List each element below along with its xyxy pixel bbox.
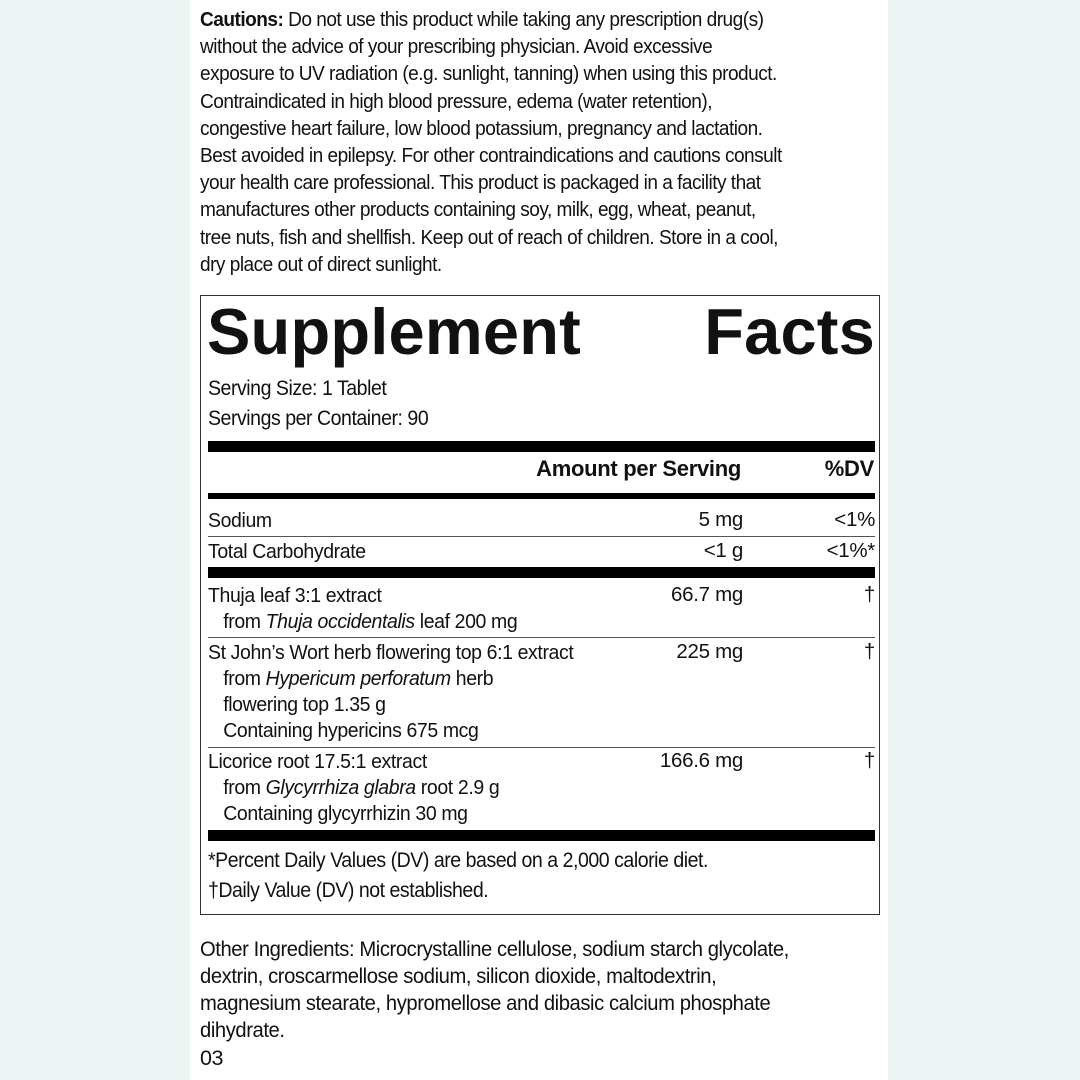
cautions-line: Contraindicated in high blood pressure, edema (water retention), — [200, 89, 712, 113]
ingredient-source: from Glycyrrhiza glabra root 2.9 g — [223, 776, 500, 799]
footnote-percent-dv: *Percent Daily Values (DV) are based on a 2,000 calorie diet. — [208, 849, 708, 872]
latin-name: Glycyrrhiza glabra — [265, 776, 416, 799]
nutrient-name: Sodium — [208, 509, 272, 532]
ingredient-source: from Hypericum perforatum herb — [223, 667, 494, 690]
cautions-line: congestive heart failure, low blood potassium, pregnancy and lactation. — [200, 116, 763, 140]
ingredient-amount: 66.7 mg — [671, 583, 743, 606]
nutrient-name: Total Carbohydrate — [208, 540, 366, 563]
cautions-line: Best avoided in epilepsy. For other contraindications and cautions consult — [200, 144, 782, 168]
thick-divider — [208, 441, 875, 452]
other-ingredients-line: magnesium stearate, hypromellose and dibasic calcium phosphate — [200, 991, 771, 1015]
thick-divider — [208, 830, 875, 841]
footnote-dv-not-established: †Daily Value (DV) not established. — [208, 879, 489, 902]
cautions-line: your health care professional. This product is packaged in a facility that — [200, 171, 761, 195]
ingredient-dv: † — [863, 583, 875, 606]
dv-header: %DV — [824, 456, 874, 481]
servings-per-container: Servings per Container: 90 — [208, 407, 429, 430]
ingredient-dv: † — [863, 749, 875, 772]
ingredient-containing: Containing hypericins 675 mcg — [223, 719, 479, 742]
serving-size: Serving Size: 1 Tablet — [208, 377, 387, 400]
nutrient-dv: <1%* — [826, 539, 875, 562]
serving-info — [208, 374, 428, 434]
facts-title-word2: Facts — [704, 295, 875, 368]
cautions-label: Cautions: — [200, 8, 284, 31]
other-ingredients-line: dihydrate. — [200, 1018, 285, 1042]
ingredient-name: Thuja leaf 3:1 extract — [208, 584, 382, 607]
ingredient-containing: Containing glycyrrhizin 30 mg — [223, 802, 468, 825]
nutrient-dv: <1% — [834, 508, 875, 531]
ingredient-amount: 225 mg — [676, 640, 743, 663]
nutrient-amount: 5 mg — [698, 508, 743, 531]
cautions-line: dry place out of direct sunlight. — [200, 252, 442, 276]
medium-divider — [208, 493, 875, 499]
cautions-line: tree nuts, fish and shellfish. Keep out of reach of children. Store in a cool, — [200, 225, 778, 249]
cautions-text: Cautions: Do not use this product while taking any prescription drug(s) without the advice of your prescribing physician. Avoid excessive exposure to UV radiation (e.g. sunlight, tanning) when using this product. Contraindicated in high blood pressure, edema (water retention), congestive heart failure, low blood potassium, pregnancy and lactation. Best avoided in epilepsy. For other contraindications and cautions consult your health care professional. This product is packaged in a facility that manufactures other products containing soy, milk, egg, wheat, peanut, tree nuts, fish and shellfish. Keep out of reach of children. Store in a cool, dry place out of direct sunlight. — [200, 6, 832, 278]
latin-name: Hypericum perforatum — [265, 667, 451, 690]
other-ingredients-line: dextrin, croscarmellose sodium, silicon dioxide, maltodextrin, — [200, 964, 717, 988]
amount-per-serving-header: Amount per Serving — [536, 456, 741, 481]
ingredient-source: from Thuja occidentalis leaf 200 mg — [223, 610, 518, 633]
ingredient-name: St John’s Wort herb flowering top 6:1 extract — [208, 641, 574, 664]
row-divider — [208, 536, 875, 537]
other-ingredients-line: Other Ingredients: Microcrystalline cellulose, sodium starch glycolate, — [200, 937, 789, 961]
facts-title-word1: Supplement — [207, 295, 581, 368]
ingredient-dv: † — [863, 640, 875, 663]
nutrient-amount: <1 g — [703, 539, 743, 562]
supplement-facts-panel — [200, 295, 880, 915]
ingredient-name: Licorice root 17.5:1 extract — [208, 750, 427, 773]
thick-divider — [208, 567, 875, 578]
other-ingredients — [200, 936, 839, 1044]
facts-title — [207, 292, 875, 372]
ingredient-amount: 166.6 mg — [659, 749, 743, 772]
latin-name: Thuja occidentalis — [265, 610, 415, 633]
row-divider — [208, 747, 875, 748]
cautions-line: exposure to UV radiation (e.g. sunlight, tanning) when using this product. — [200, 62, 777, 86]
label-code: 03 — [200, 1046, 224, 1070]
row-divider — [208, 637, 875, 638]
ingredient-source-line: flowering top 1.35 g — [223, 693, 386, 716]
cautions-line: manufactures other products containing soy, milk, egg, wheat, peanut, — [200, 198, 756, 222]
cautions-line: without the advice of your prescribing physician. Avoid excessive — [200, 35, 713, 59]
